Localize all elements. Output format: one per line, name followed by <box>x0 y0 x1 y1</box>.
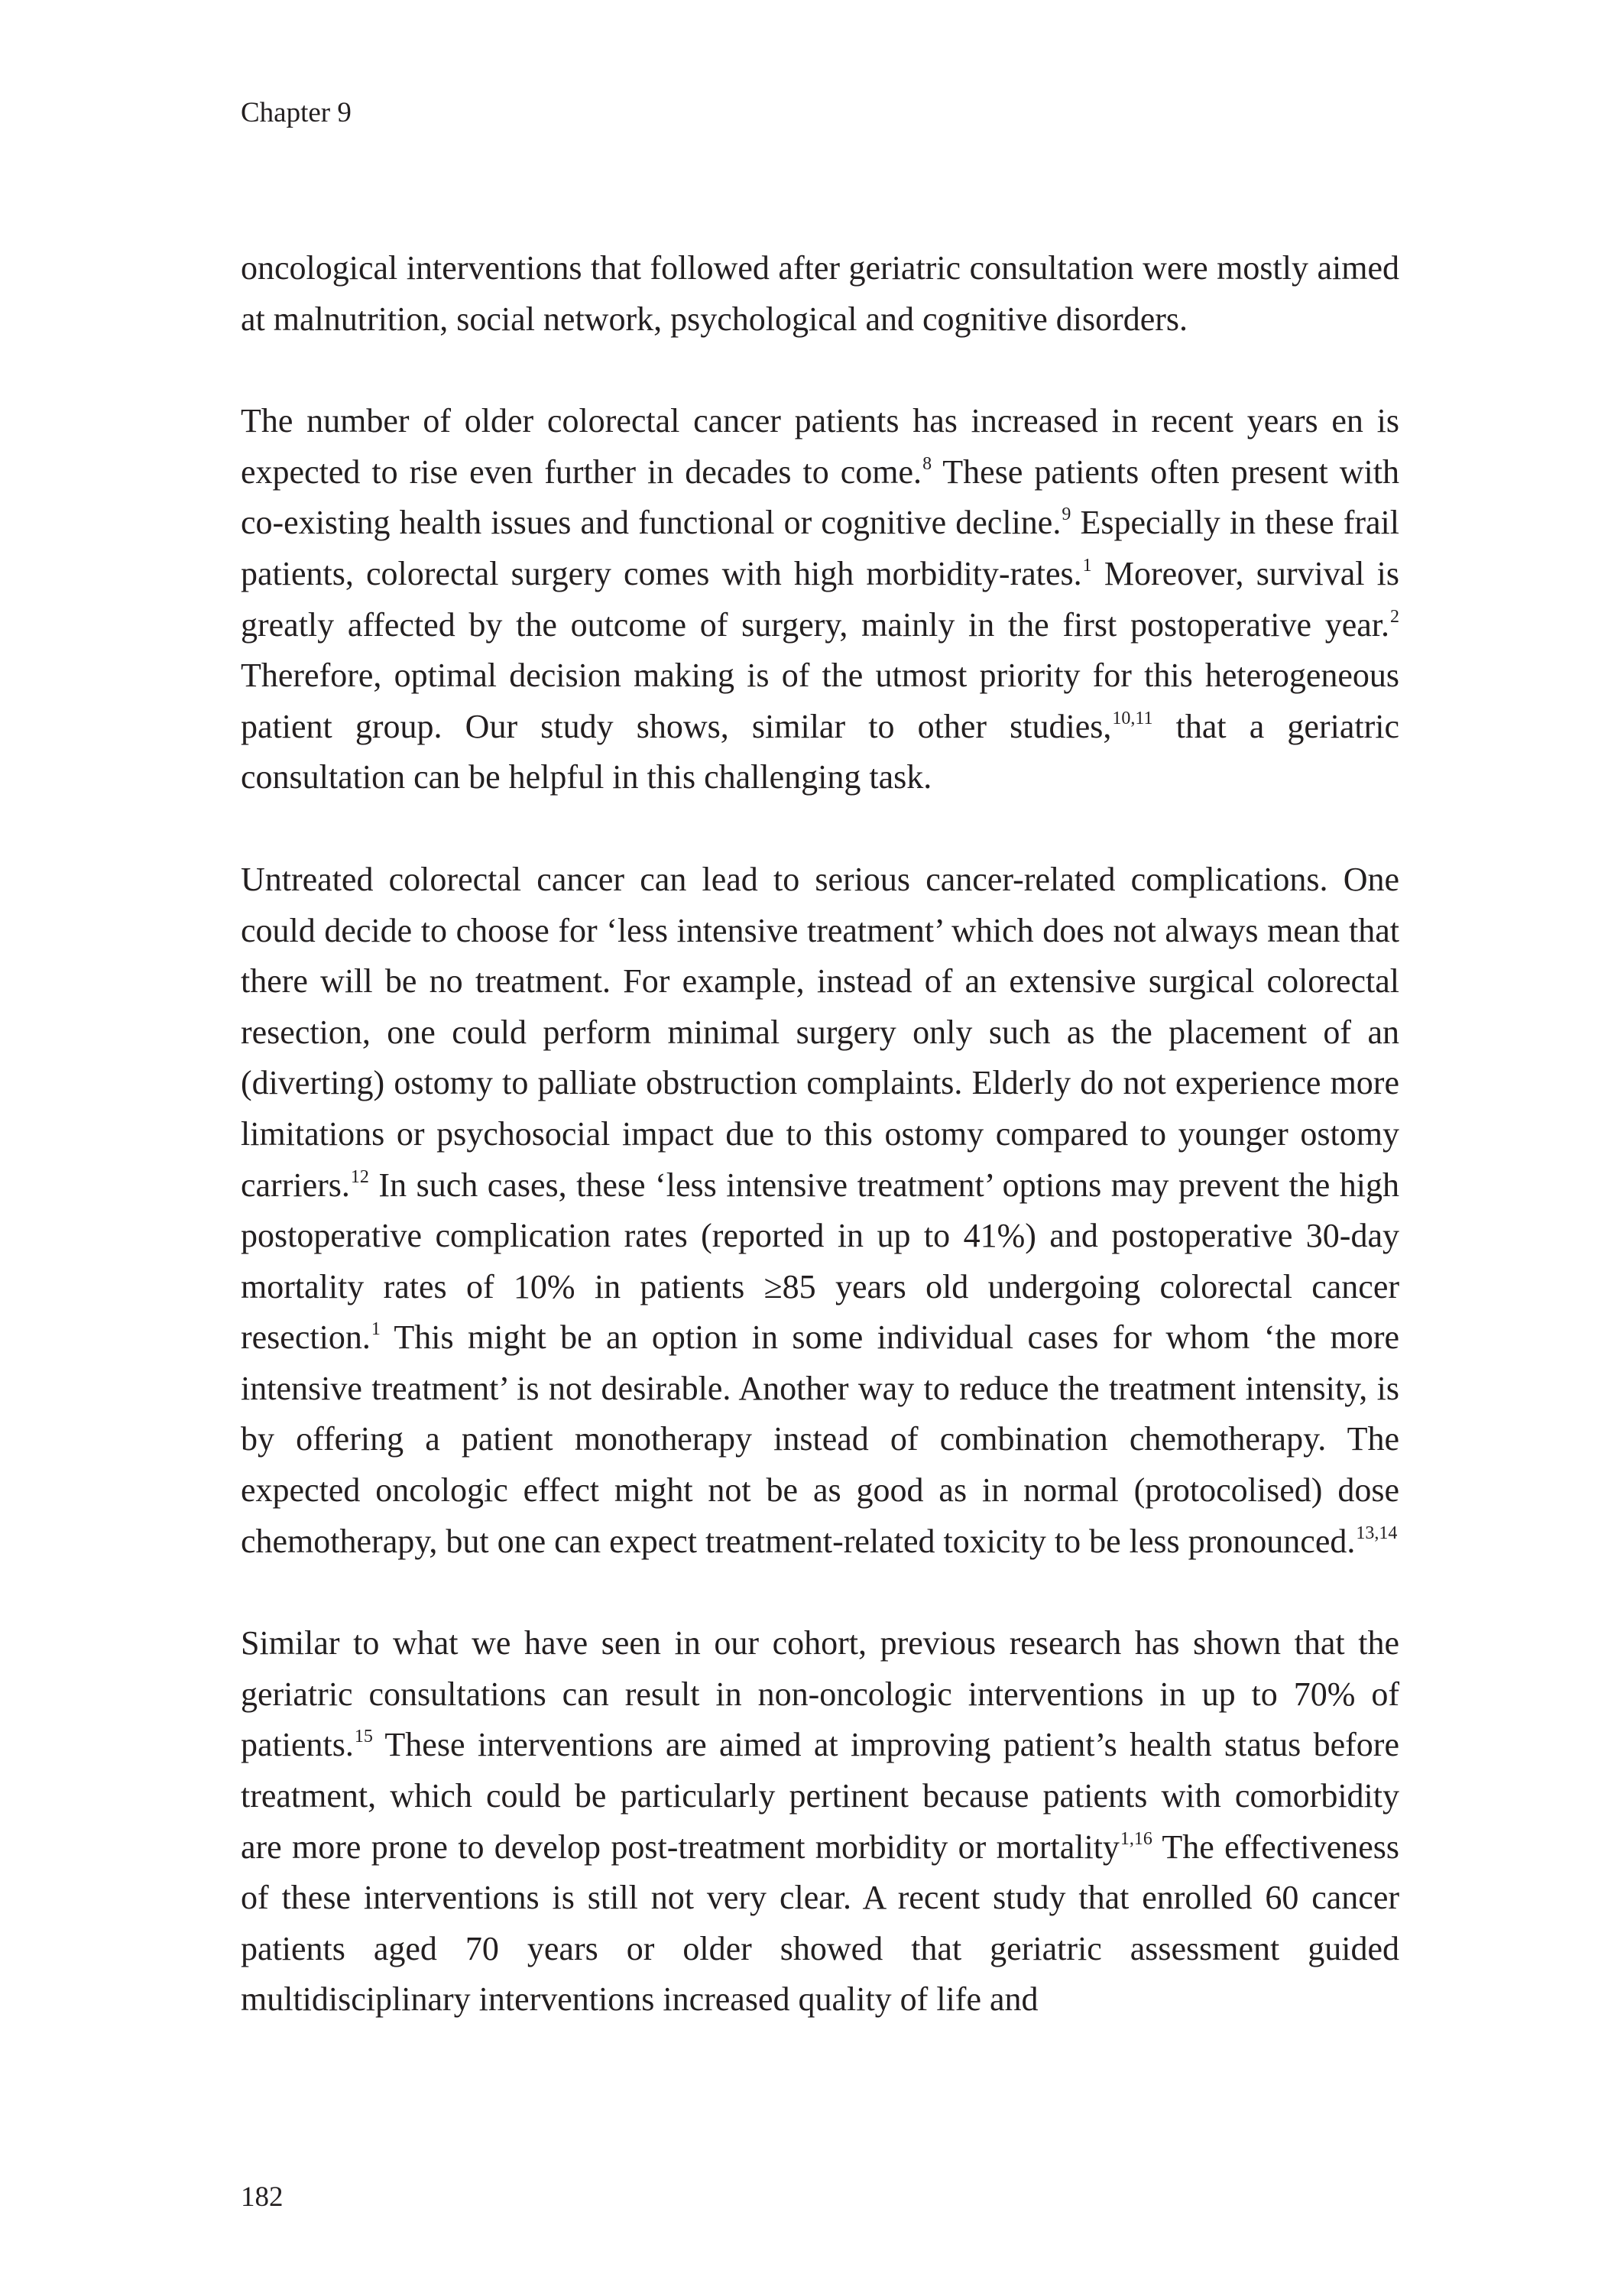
citation-superscript: 2 <box>1390 606 1399 627</box>
paragraph-text: This might be an option in some individual cases for whom ‘the more intensive treatment’ is not desirable. Another way to reduce the treatment intensity, is by offering a patient monotherapy instead of combination chemotherapy. The expected oncologic effect might not be as good as in normal (protocolised) dose chemotherapy, but one can expect treatment-related toxicity to be less pronounced. <box>241 1318 1399 1560</box>
page-number: 182 <box>241 2181 284 2213</box>
paragraph-text: oncological interventions that followed after geriatric consultation were mostly aimed at malnutrition, social network, psychological and cognitive disorders. <box>241 249 1399 338</box>
citation-superscript: 1,16 <box>1120 1828 1152 1849</box>
body-text <box>241 243 1399 2025</box>
citation-superscript: 9 <box>1062 504 1071 525</box>
paragraph-text: These interventions are aimed at improving patient’s health status before treatment, which could be particularly pertinent because patients with comorbidity are more prone to develop post-treatment morbidity or mortality <box>241 1726 1399 1866</box>
paragraph-3 <box>241 855 1399 1567</box>
paragraph-4 <box>241 1618 1399 2025</box>
citation-superscript: 13,14 <box>1356 1523 1398 1543</box>
paragraph-text: In such cases, these ‘less intensive treatment’ options may prevent the high postoperative complication rates (reported in up to 41%) and postoperative 30-day mortality rates of 10% in patients ≥85 years old undergoing colorectal cancer resection. <box>241 1166 1399 1357</box>
paragraph-text: Especially in these frail patients, colorectal surgery comes with high morbidity-rates. <box>241 504 1399 592</box>
citation-superscript: 15 <box>354 1727 373 1747</box>
paragraph-text: The number of older colorectal cancer patients has increased in recent years en is expected to rise even further in decades to come. <box>241 402 1399 491</box>
paragraph-text: Moreover, survival is greatly affected by the outcome of surgery, mainly in the first postoperative year. <box>241 554 1399 644</box>
paragraph-1 <box>241 243 1399 345</box>
citation-superscript: 8 <box>922 453 932 474</box>
paragraph-text: that a geriatric consultation can be helpful in this challenging task. <box>241 707 1400 796</box>
paragraph-2 <box>241 396 1399 803</box>
running-header: Chapter 9 <box>241 97 352 128</box>
paragraph-text: These patients often present with co-existing health issues and functional or cognitive decline. <box>241 452 1400 542</box>
citation-superscript: 10,11 <box>1112 708 1153 728</box>
paragraph-text: Untreated colorectal cancer can lead to serious cancer-related complications. One could decide to choose for ‘less intensive treatment’ which does not always mean that there will be no treatment. For example, instead of an extensive surgical colorectal resection, one could perform minimal surgery only such as the placement of an (diverting) ostomy to palliate obstruction complaints. Elderly do not experience more limitations or psychosocial impact due to this ostomy compared to younger ostomy carriers. <box>241 860 1399 1204</box>
citation-superscript: 12 <box>350 1166 369 1187</box>
citation-superscript: 1 <box>371 1319 381 1340</box>
paragraph-text: The effectiveness of these interventions is still not very clear. A recent study that enrolled 60 cancer patients aged 70 years or older showed that geriatric assessment guided multidisciplinary interventions increased quality of life and <box>241 1828 1400 2019</box>
paragraph-text: Similar to what we have seen in our cohort, previous research has shown that the geriatric consultations can result in non-oncologic interventions in up to 70% of patients. <box>241 1624 1399 1764</box>
citation-superscript: 1 <box>1082 555 1092 576</box>
paragraph-text: Therefore, optimal decision making is of the utmost priority for this heterogeneous patient group. Our study shows, similar to other studies, <box>241 657 1399 745</box>
